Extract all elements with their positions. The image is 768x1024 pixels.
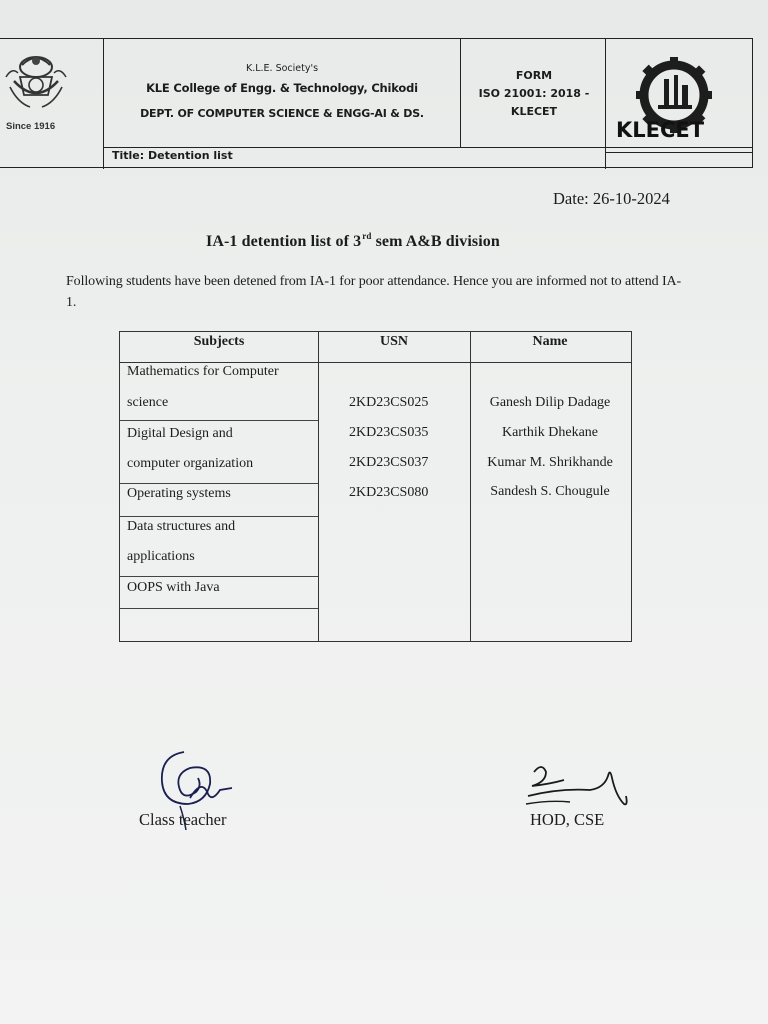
subject-cell: applications (127, 549, 195, 564)
header-subjects: Subjects (193, 334, 245, 349)
form-info (462, 67, 606, 121)
row-divider (120, 483, 318, 484)
document-title: Title: Detention list (112, 149, 233, 162)
subject-cell: Operating systems (127, 486, 231, 501)
divider (103, 39, 104, 169)
name-cell: Sandesh S. Chougule (490, 484, 610, 499)
divider (605, 152, 752, 153)
kle-emblem-icon (4, 47, 68, 113)
row-divider (120, 420, 318, 421)
subject-cell: OOPS with Java (127, 580, 220, 595)
iso-label: ISO 21001: 2018 - (478, 87, 590, 100)
date: Date: 26-10-2024 (553, 189, 670, 208)
subject-cell: Digital Design and (127, 426, 233, 441)
usn-cell: 2KD23CS037 (349, 455, 429, 470)
column-divider (318, 332, 319, 641)
row-divider (120, 516, 318, 517)
usn-cell: 2KD23CS080 (349, 485, 429, 500)
header-usn: USN (379, 334, 408, 349)
subject-cell: Mathematics for Computer (127, 364, 279, 379)
klecet-logo-icon (612, 49, 732, 141)
form-label: FORM (515, 69, 553, 82)
name-cell: Kumar M. Shrikhande (487, 455, 613, 470)
letterhead (0, 38, 753, 168)
row-divider (120, 608, 318, 609)
college-name: KLE College of Engg. & Technology, Chikodi (146, 81, 418, 95)
society-name: K.L.E. Society's (245, 63, 319, 74)
klecet-form-label: KLECET (510, 105, 558, 118)
name-cell: Ganesh Dilip Dadage (489, 395, 611, 410)
since-label: Since 1916 (6, 121, 56, 132)
subject-cell: Data structures and (127, 519, 236, 534)
page-title (206, 231, 500, 251)
usn-cell: 2KD23CS035 (349, 425, 429, 440)
hod-label: HOD, CSE (530, 810, 605, 829)
heading-main: IA-1 detention list of 3 (206, 233, 362, 250)
heading-superscript: rd (362, 231, 372, 241)
notice-paragraph: Following students have been detened from IA-1 for poor attendance. Hence you are informed not to attend IA-1. (66, 274, 682, 310)
detention-table (119, 331, 632, 642)
hod-signature (520, 760, 632, 812)
header-divider (120, 362, 631, 363)
department-name: DEPT. OF COMPUTER SCIENCE & ENGG-AI & DS. (140, 107, 424, 120)
header-name: Name (532, 334, 568, 349)
row-divider (120, 576, 318, 577)
divider (460, 39, 461, 147)
name-cell: Karthik Dhekane (501, 425, 599, 440)
heading-rest: sem A&B division (371, 233, 500, 250)
usn-cell: 2KD23CS025 (349, 395, 429, 410)
subject-cell: computer organization (127, 456, 254, 471)
subject-cell: science (127, 395, 169, 410)
divider (104, 147, 752, 148)
class-teacher-label: Class teacher (139, 810, 227, 829)
klecet-logo-text: KLECET (616, 118, 705, 141)
